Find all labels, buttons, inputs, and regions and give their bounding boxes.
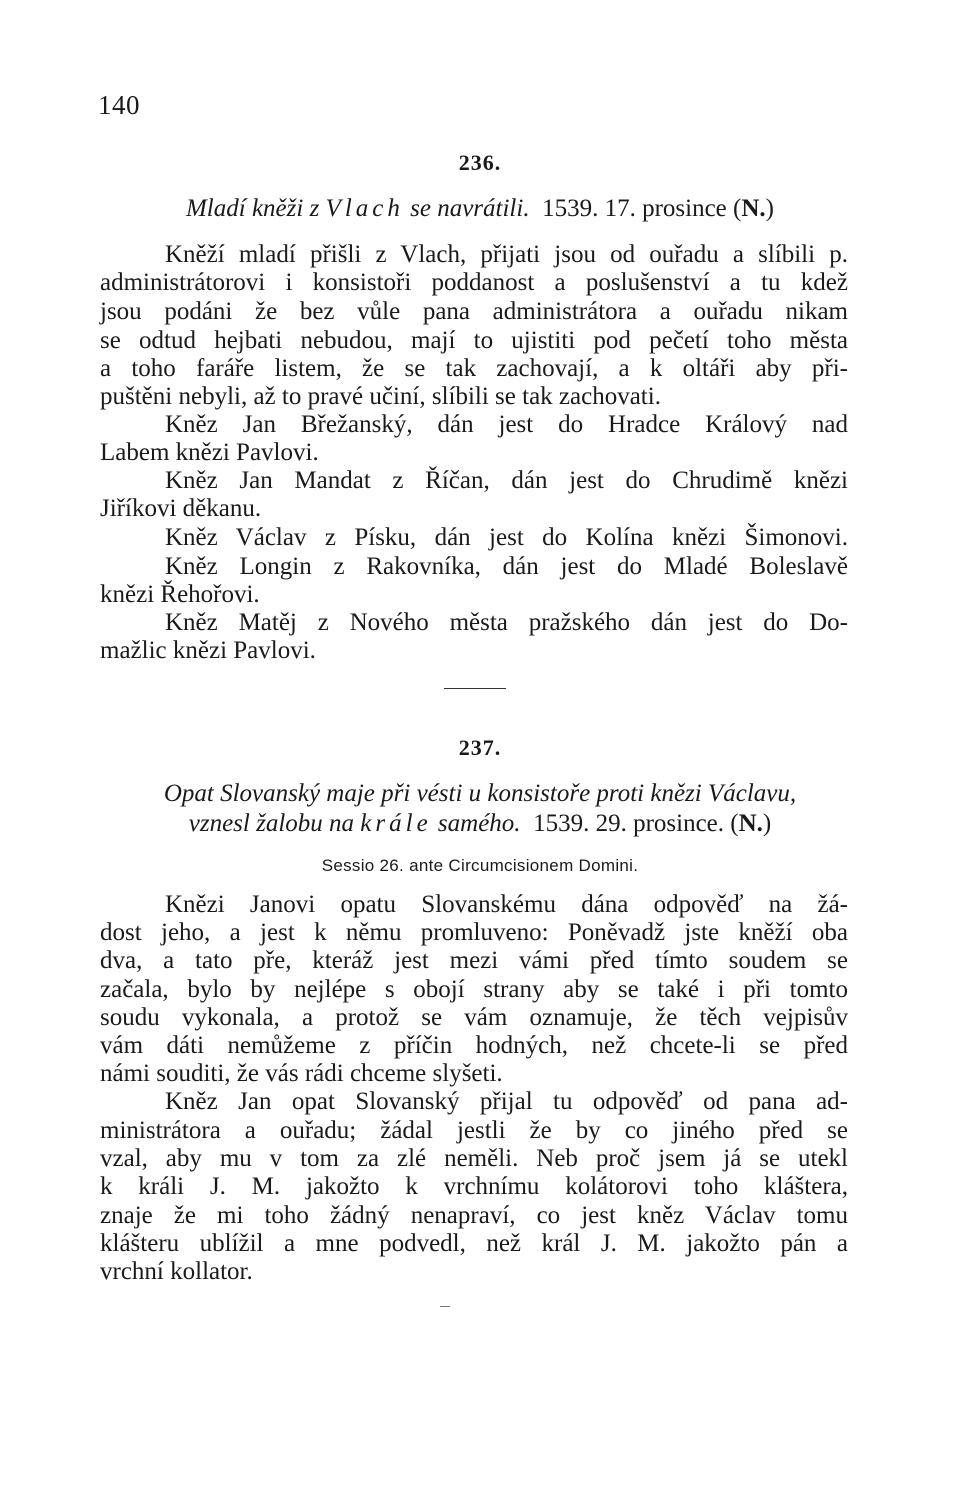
text-line: se odtud hejbati nebudou, mají to ujistiti pod pečetí toho města bbox=[100, 327, 848, 354]
heading-date: 1539. 29. prosince. ( bbox=[533, 810, 739, 837]
text-line: začala, bylo by nejlépe s obojí strany aby se také i při tomto bbox=[100, 976, 848, 1003]
text-line: Labem knězi Pavlovi. bbox=[100, 439, 319, 466]
text-line: puštěni nebyli, až to pravé učiní, slíbili se tak zachovati. bbox=[100, 383, 661, 410]
heading-date: 1539. 17. prosince ( bbox=[542, 195, 742, 222]
text-line: k králi J. M. jakožto k vrchnímu kolátorovi toho kláštera, bbox=[100, 1173, 848, 1200]
heading-title-spaced: krále bbox=[360, 810, 432, 837]
document-number: 236. bbox=[458, 150, 502, 175]
text-line: vrchní kollator. bbox=[100, 1258, 253, 1285]
text-line: vám dáti nemůžeme z příčin hodných, než chcete-li se před bbox=[100, 1032, 848, 1059]
text-line: Kněz Matěj z Nového města pražského dán jest do Do- bbox=[165, 609, 848, 636]
text-line: Kněz Jan Břežanský, dán jest do Hradce Králový nad bbox=[165, 411, 848, 438]
text-line: klášteru ublížil a mne podvedl, než král J. M. jakožto pán a bbox=[100, 1230, 848, 1257]
text-line: námi souditi, že vás rádi chceme slyšeti. bbox=[100, 1060, 503, 1087]
text-line: administrátorovi i konsistoři poddanost a poslušenství a tu kdež bbox=[100, 269, 848, 296]
section-divider bbox=[444, 688, 506, 689]
text-line: a toho faráře listem, že se tak zachovají, a k oltáři aby při- bbox=[100, 355, 848, 382]
heading-marker: N. bbox=[738, 810, 763, 837]
heading-title-spaced: Vlach bbox=[325, 195, 404, 222]
document-heading bbox=[0, 810, 960, 838]
text-line: soudu vykonala, a protož se vám oznamuje, že těch vejpisův bbox=[100, 1004, 848, 1031]
document-number: 237. bbox=[458, 735, 502, 760]
heading-close: ) bbox=[762, 810, 772, 837]
session-note: Sessio 26. ante Circumcisionem Domini. bbox=[321, 856, 639, 875]
text-line: ministrátora a ouřadu; žádal jestli že by co jiného před se bbox=[100, 1117, 848, 1144]
text-line: Knězi Janovi opatu Slovanskému dána odpověď na žá- bbox=[165, 891, 848, 918]
text-line: Kněz Longin z Rakovníka, dán jest do Mladé Boleslavě bbox=[165, 553, 848, 580]
document-heading bbox=[0, 195, 960, 223]
heading-title: samého. bbox=[437, 810, 521, 837]
heading-title: se navrátili. bbox=[410, 195, 530, 222]
text-line: dost jeho, a jest k němu promluveno: Poněvadž jste kněží oba bbox=[100, 919, 848, 946]
text-line: Kněží mladí přišli z Vlach, přijati jsou od ouřadu a slíbili p. bbox=[165, 241, 848, 268]
text-line: znaje že mi toho žádný nenapraví, co jest kněz Václav tomu bbox=[100, 1202, 848, 1229]
text-line: dva, a tato pře, kteráž jest mezi vámi před tímto soudem se bbox=[100, 947, 848, 974]
heading-title: Mladí kněži z bbox=[185, 195, 320, 222]
text-line: knězi Řehořovi. bbox=[100, 581, 260, 608]
text-line: vzal, aby mu v tom za zlé neměli. Neb proč jsem já se utekl bbox=[100, 1145, 848, 1172]
text-line: Kněz Václav z Písku, dán jest do Kolína knězi Šimonovi. bbox=[165, 524, 848, 551]
heading-title: vznesl žalobu na bbox=[188, 810, 355, 837]
heading-marker: N. bbox=[741, 195, 766, 222]
text-line: Jiříkovi děkanu. bbox=[100, 495, 262, 522]
document-heading bbox=[0, 780, 960, 808]
text-line: jsou podáni že bez vůle pana administrátora a ouřadu nikam bbox=[100, 298, 848, 325]
text-line: mažlic knězi Pavlovi. bbox=[100, 637, 316, 664]
text-line: Kněz Jan Mandat z Říčan, dán jest do Chrudimě knězi bbox=[165, 467, 848, 494]
page-number: 140 bbox=[98, 90, 140, 120]
print-speck bbox=[440, 1306, 450, 1307]
heading-title: Opat Slovanský maje při vésti u konsistoře proti knězi Václavu, bbox=[163, 780, 797, 807]
heading-close: ) bbox=[765, 195, 774, 222]
text-line: Kněz Jan opat Slovanský přijal tu odpověď od pana ad- bbox=[165, 1088, 848, 1115]
